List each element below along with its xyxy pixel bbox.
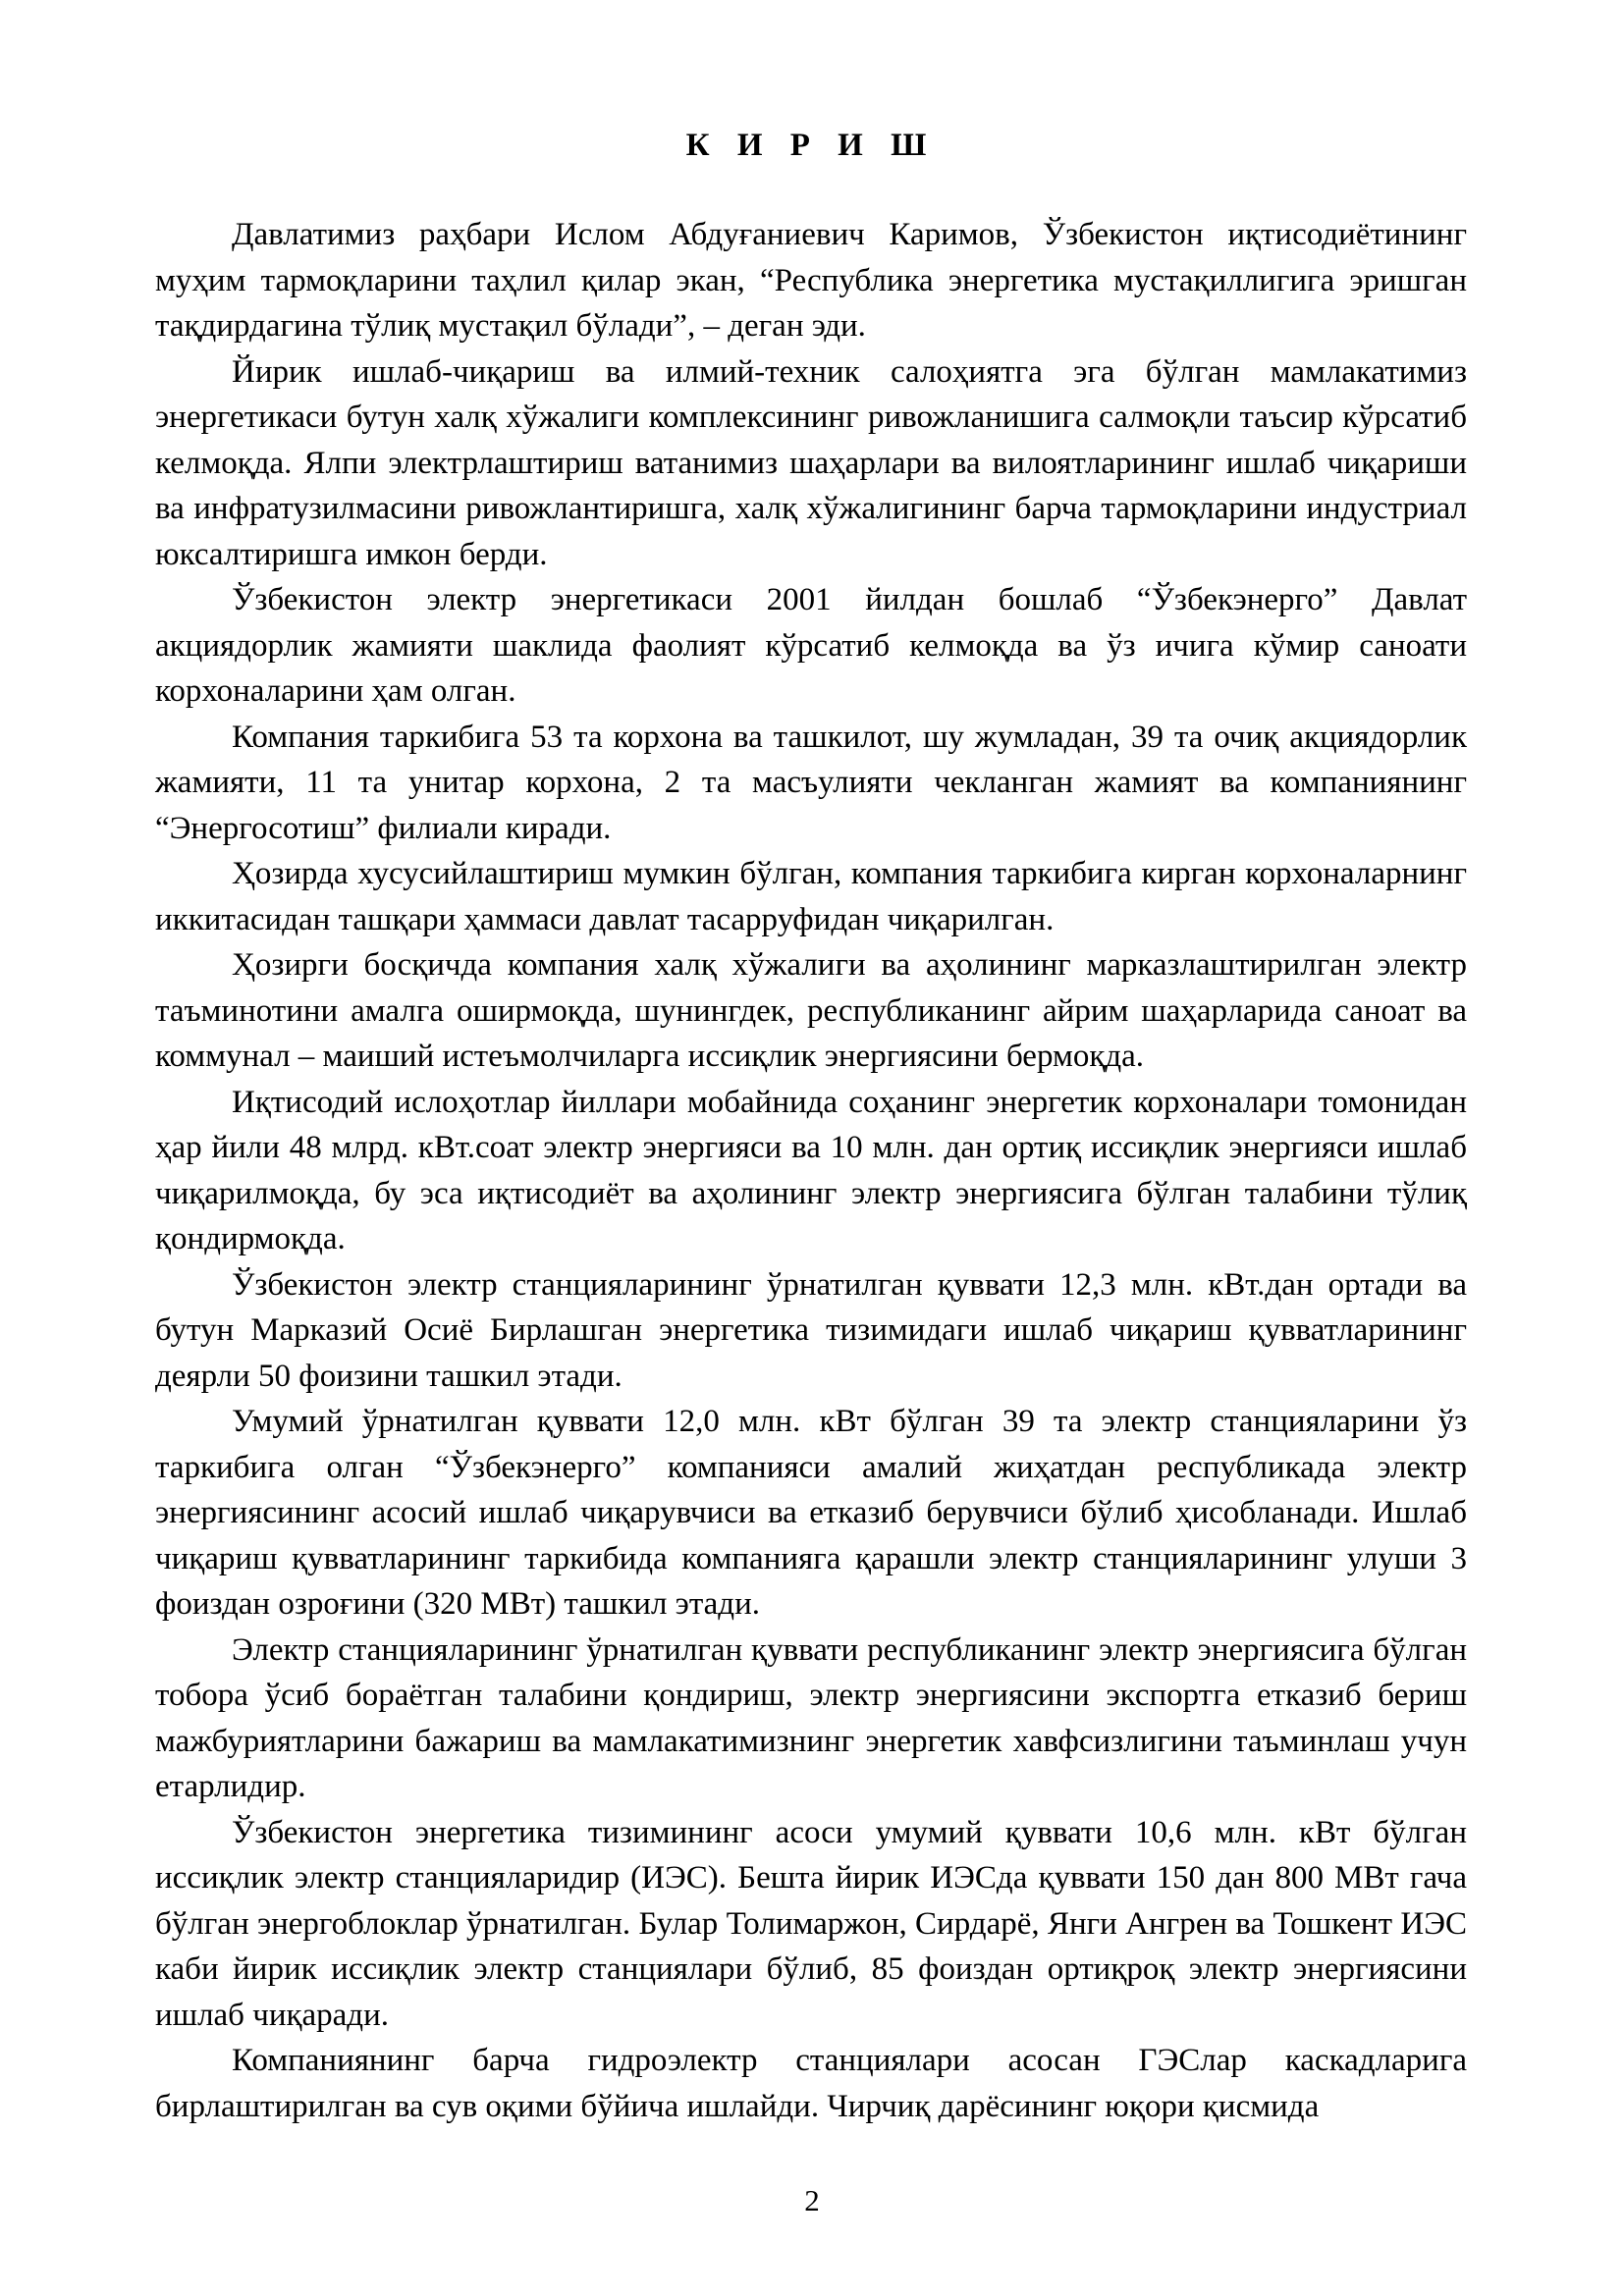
paragraph-12: Компаниянинг барча гидроэлектр станциялари асосан ГЭСлар каскадларига бирлаштирилган ва сув оқими бўйича ишлайди. Чирчиқ дарёсининг юқори қисмида <box>155 2043 1467 2124</box>
paragraph-4: Компания таркибига 53 та корхона ва ташкилот, шу жумладан, 39 та очиқ акциядорлик жамияти, 11 та унитар корхона, 2 та масъулияти чекланган жамият ва компаниянинг “Энергосотиш” филиали киради. <box>155 719 1467 846</box>
paragraph-9: Умумий ўрнатилган қуввати 12,0 млн. кВт бўлган 39 та электр станцияларини ўз таркибига олган “Ўзбекэнерго” компанияси амалий жиҳатдан республикада электр энергиясининг асосий ишлаб чиқарувчиси ва етказиб берувчиси бўлиб ҳисобланади. Ишлаб чиқариш қувватларининг таркибида компанияга қарашли электр станцияларининг улуши 3 фоиздан озроғини (320 МВт) ташкил этади. <box>155 1404 1467 1622</box>
paragraph-6: Ҳозирги босқичда компания халқ хўжалиги ва аҳолининг марказлаштирилган электр таъминотини амалга оширмоқда, шунингдек, республиканинг айрим шаҳарларида саноат ва коммунал – маиший истеъмолчиларга иссиқлик энергиясини бермоқда. <box>155 947 1467 1074</box>
paragraph-7: Иқтисодий ислоҳотлар йиллари мобайнида соҳанинг энергетик корхоналари томонидан ҳар йили 48 млрд. кВт.соат электр энергияси ва 10 млн. дан ортиқ иссиқлик энергияси ишлаб чиқарилмоқда, бу эса иқтисодиёт ва аҳолининг электр энергиясига бўлган талабини тўлиқ қондирмоқда. <box>155 1084 1467 1256</box>
paragraph-1: Давлатимиз раҳбари Ислом Абдуғаниевич Каримов, Ўзбекистон иқтисодиётининг муҳим тармоқларини таҳлил қилар экан, “Республика энергетика мустақиллигига эришган тақдирдагина тўлиқ мустақил бўлади”, – деган эди. <box>155 217 1467 344</box>
paragraph-2: Йирик ишлаб-чиқариш ва илмий-техник салоҳиятга эга бўлган мамлакатимиз энергетикаси бутун халқ хўжалиги комплексининг ривожланишига салмоқли таъсир кўрсатиб келмоқда. Ялпи электрлаштириш ватанимиз шаҳарлари ва вилоятларининг ишлаб чиқариши ва инфратузилмасини ривожлантиришга, халқ хўжалигининг барча тармоқларини индустриал юксалтиришга имкон берди. <box>155 353 1467 572</box>
paragraph-11: Ўзбекистон энергетика тизимининг асоси умумий қуввати 10,6 млн. кВт бўлган иссиқлик электр станцияларидир (ИЭС). Бешта йирик ИЭСда қуввати 150 дан 800 МВт гача бўлган энергоблоклар ўрнатилган. Булар Толимаржон, Сирдарё, Янги Ангрен ва Тошкент ИЭС каби йирик иссиқлик электр станциялари бўлиб, 85 фоиздан ортиқроқ электр энергиясини ишлаб чиқаради. <box>155 1814 1467 2033</box>
paragraph-3: Ўзбекистон электр энергетикаси 2001 йилдан бошлаб “Ўзбекэнерго” Давлат акциядорлик жамияти шаклида фаолият кўрсатиб келмоқда ва ўз ичига кўмир саноати корхоналарини ҳам олган. <box>155 582 1467 709</box>
page-content <box>155 126 1467 2129</box>
page-number: 2 <box>804 2183 820 2217</box>
paragraph-5: Ҳозирда хусусийлаштириш мумкин бўлган, компания таркибига кирган корхоналарнинг иккитасидан ташқари ҳаммаси давлат тасарруфидан чиқарилган. <box>155 856 1467 937</box>
paragraph-10: Электр станцияларининг ўрнатилган қуввати республиканинг электр энергиясига бўлган тобора ўсиб бораётган талабини қондириш, электр энергиясини экспортга етказиб бериш мажбуриятларини бажариш ва мамлакатимизнинг энергетик хавфсизлигини таъминлаш учун етарлидир. <box>155 1631 1467 1804</box>
page-title: К И Р И Ш <box>685 128 937 163</box>
paragraph-8: Ўзбекистон электр станцияларининг ўрнатилган қуввати 12,3 млн. кВт.дан ортади ва бутун Марказий Осиё Бирлашган энергетика тизимидаги ишлаб чиқариш қувватларининг деярли 50 фоизини ташкил этади. <box>155 1266 1467 1394</box>
